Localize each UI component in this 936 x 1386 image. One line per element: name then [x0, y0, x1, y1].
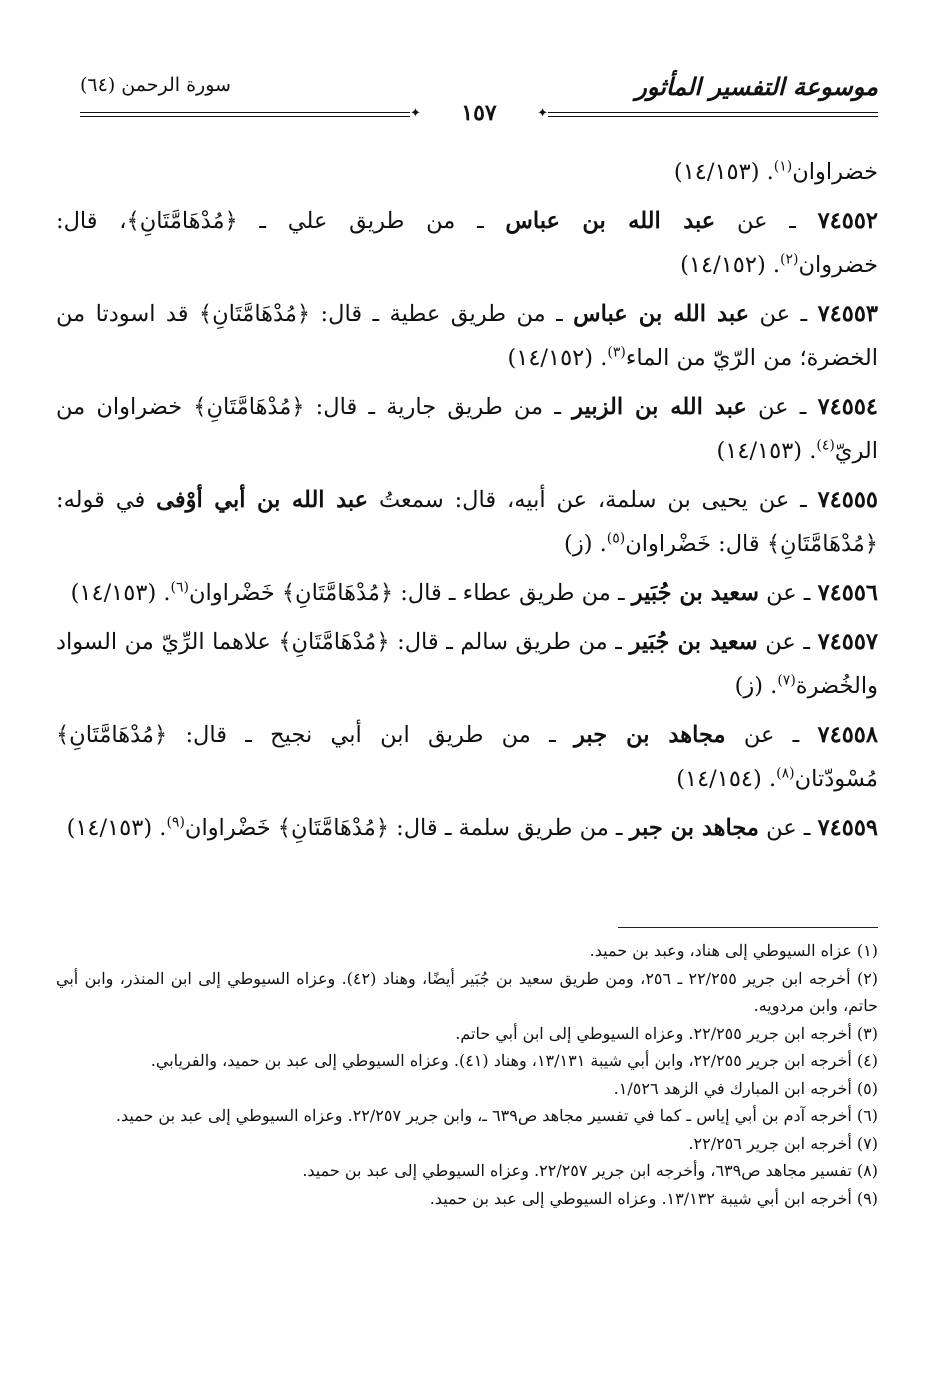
entry: ٧٤٥٥٥ ـ عن يحيى بن سلمة، عن أبيه، قال: سمعتُ عبد الله بن أبي أوْفى في قوله: ﴿مُدْهَامَّتَانِ﴾ قال: خَضْراوان$^{(٥)}$. (ز)	[56, 487, 878, 557]
narrator-name: سعيد بن جُبَير	[631, 580, 759, 606]
entry-number: ٧٤٥٥٣	[817, 301, 878, 327]
narrator-name: مجاهد بن جبر	[574, 722, 726, 748]
footnote: (٢) أخرجه ابن جرير ٢٢/٢٥٥ ـ ٢٥٦، ومن طريق سعيد بن جُبَير أيضًا، وهناد (٤٢). وعزاه السيوطي إلى ابن المنذر، وابن أبي حاتم، وابن مردويه.	[56, 968, 879, 1015]
header-rule-right	[548, 112, 878, 117]
reference: . (١٤/١٥٤)	[676, 766, 777, 792]
entry-number: ٧٤٥٥٢	[817, 208, 878, 234]
footnote-marker[interactable]: (٩)	[166, 814, 185, 831]
reference: . (١٤/١٥٣)	[66, 815, 167, 841]
footnote: (١) عزاه السيوطي إلى هناد، وعبد بن حميد.	[589, 941, 878, 960]
footnote: (٦) أخرجه آدم بن أبي إياس ـ كما في تفسير مجاهد ص٦٣٩ ـ، وابن جرير ٢٢/٢٥٧. وعزاه السيوطي إلى عبد بن حميد.	[115, 1106, 878, 1125]
entry-number: ٧٤٥٥٥	[817, 487, 878, 513]
entry: ٧٤٥٥٦ ـ عن سعيد بن جُبَير ـ من طريق عطاء ـ قال: ﴿مُدْهَامَّتَانِ﴾ خَضْراوان$^{(٦)}$. (١٤/١٥٣)	[70, 579, 878, 606]
narrator-name: سعيد بن جُبَير	[629, 629, 758, 655]
surah-title: سورة الرحمن (٦٤)	[80, 74, 231, 96]
footnote: (٥) أخرجه ابن المبارك في الزهد ١/٥٢٦.	[613, 1078, 878, 1098]
entry: ٧٤٥٥٢ ـ عن عبد الله بن عباس ـ من طريق علي ـ ﴿مُدْهَامَّتَانِ﴾، قال: خضروان$^{(٢)}$. (١٤/١٥٢)	[56, 208, 878, 278]
footnote: (٤) أخرجه ابن جرير ٢٢/٢٥٥، وابن أبي شيبة ١٣/١٣١، وهناد (٤١). وعزاه السيوطي إلى عبد بن حميد، والفريابي.	[150, 1051, 878, 1070]
main-text	[56, 150, 878, 855]
footnote: (٣) أخرجه ابن جرير ٢٢/٢٥٥. وعزاه السيوطي إلى ابن أبي حاتم.	[455, 1023, 878, 1043]
footnote: (٧) أخرجه ابن جرير ٢٢/٢٥٦.	[688, 1133, 878, 1153]
footnote-marker[interactable]: (٧)	[777, 672, 796, 689]
entry-number: ٧٤٥٥٦	[817, 580, 878, 606]
entry-number: ٧٤٥٥٤	[817, 394, 879, 420]
reference: . (١٤/١٥٣)	[716, 438, 817, 464]
entry: ٧٤٥٥٨ ـ عن مجاهد بن جبر ـ من طريق ابن أبي نجيح ـ قال: ﴿مُدْهَامَّتَانِ﴾ مُسْودّتان$^{(٨)}$. (١٤/١٥٤)	[56, 722, 878, 792]
footnote-marker[interactable]: (٣)	[607, 344, 626, 361]
reference: . (١٤/١٥٢)	[680, 252, 781, 278]
reference: . (١٤/١٥٣)	[70, 580, 171, 606]
footnotes	[56, 937, 878, 1212]
footnote-marker[interactable]: (٦)	[170, 579, 189, 596]
footnote-marker[interactable]: (٨)	[776, 765, 795, 782]
reference: . (ز)	[564, 531, 607, 557]
footnote-marker[interactable]: (١)	[773, 158, 793, 175]
entry: ٧٤٥٥٤ ـ عن عبد الله بن الزبير ـ من طريق جارية ـ قال: ﴿مُدْهَامَّتَانِ﴾ خضراوان من الريّ$^{(٤)}$. (١٤/١٥٣)	[56, 394, 879, 464]
footnote: (٨) تفسير مجاهد ص٦٣٩، وأخرجه ابن جرير ٢٢/٢٥٧. وعزاه السيوطي إلى عبد بن حميد.	[302, 1161, 878, 1180]
narrator-name: عبد الله بن الزبير	[572, 394, 747, 420]
page-header	[80, 66, 878, 126]
page-number: ١٥٧	[455, 100, 502, 126]
entry-number: ٧٤٥٥٧	[817, 629, 878, 655]
entry: خضراوان$^{(١)}$. (١٤/١٥٣)	[673, 158, 878, 185]
book-title: موسوعة التفسير المأثور	[635, 72, 878, 101]
reference: . (١٤/١٥٣)	[673, 159, 774, 185]
narrator-name: عبد الله بن عباس	[573, 301, 750, 327]
entry-number: ٧٤٥٥٨	[817, 722, 878, 748]
entry: ٧٤٥٥٣ ـ عن عبد الله بن عباس ـ من طريق عطية ـ قال: ﴿مُدْهَامَّتَانِ﴾ قد اسودتا من الخضرة؛ من الرّيّ من الماء$^{(٣)}$. (١٤/١٥٢)	[56, 301, 878, 371]
narrator-name: عبد الله بن عباس	[505, 208, 716, 234]
entry: ٧٤٥٥٩ ـ عن مجاهد بن جبر ـ من طريق سلمة ـ قال: ﴿مُدْهَامَّتَانِ﴾ خَضْراوان$^{(٩)}$. (١٤/١٥٣)	[66, 814, 878, 841]
ornament-icon: ✦	[537, 106, 548, 121]
narrator-name: مجاهد بن جبر	[629, 815, 759, 841]
footnote-marker[interactable]: (٤)	[816, 437, 835, 454]
footnote-marker[interactable]: (٢)	[780, 251, 799, 268]
entry: ٧٤٥٥٧ ـ عن سعيد بن جُبَير ـ من طريق سالم ـ قال: ﴿مُدْهَامَّتَانِ﴾ علاهما الرِّيّ من السواد والخُضرة$^{(٧)}$. (ز)	[56, 629, 878, 699]
footnote-marker[interactable]: (٥)	[606, 530, 626, 547]
footnote: (٩) أخرجه ابن أبي شيبة ١٣/١٣٢. وعزاه السيوطي إلى عبد بن حميد.	[429, 1188, 878, 1208]
narrator-name: عبد الله بن أبي أوْفى	[156, 487, 369, 513]
entry-number: ٧٤٥٥٩	[817, 815, 878, 841]
footnote-separator	[618, 927, 878, 928]
header-rule-left	[80, 112, 410, 117]
reference: . (ز)	[734, 673, 778, 699]
reference: . (١٤/١٥٢)	[507, 345, 608, 371]
ornament-icon: ✦	[410, 106, 421, 121]
